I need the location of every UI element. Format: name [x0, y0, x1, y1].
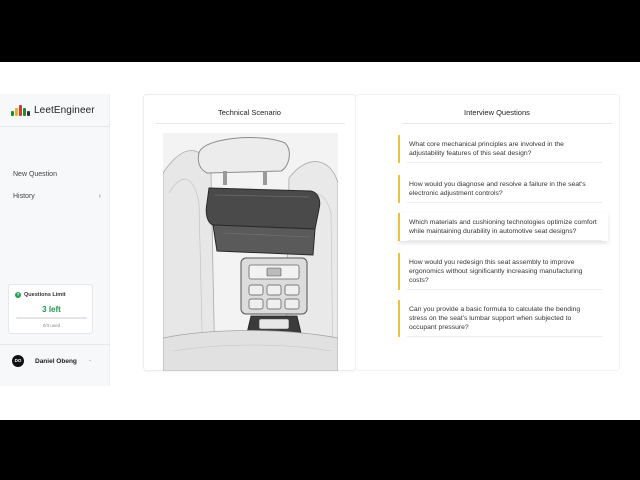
question-text: What core mechanical principles are involved in the adjustability features of this seat design?: [409, 141, 564, 157]
question-text: Can you provide a basic formula to calculate the bending stress on the seat's lumbar support when subjected to occupant pressure?: [409, 306, 581, 331]
brand-name: LeetEngineer: [34, 104, 95, 116]
question-item[interactable]: [398, 253, 608, 290]
sidebar-item-new-question[interactable]: [13, 171, 101, 178]
brand[interactable]: [11, 104, 95, 116]
app-window: [0, 62, 640, 420]
limit-header: [15, 292, 66, 298]
avatar: DO: [12, 355, 24, 367]
question-text: Which materials and cushioning technologies optimize comfort while maintaining durability in automotive seat designs?: [409, 219, 597, 235]
question-text: How would you diagnose and resolve a failure in the seat's electronic adjustment controls?: [409, 181, 586, 197]
limit-used: 0/3 used: [42, 323, 61, 328]
logo-icon: [11, 104, 31, 116]
scenario-divider: [156, 123, 345, 124]
questions-divider: [402, 123, 612, 124]
limit-progress-bar: [16, 317, 87, 319]
sidebar-divider: [0, 126, 110, 127]
sidebar-item-history[interactable]: [13, 193, 101, 200]
interview-questions-panel: [355, 94, 620, 371]
chevron-down-icon: ⌄: [88, 357, 93, 363]
limit-remaining: 3 left: [42, 305, 61, 314]
question-text: How would you redesign this seat assembly to improve ergonomics without significantly increasing manufacturing costs?: [409, 259, 583, 284]
sidebar: [0, 94, 110, 386]
limit-title: Questions Limit: [24, 292, 66, 298]
questions-limit-card: [8, 284, 93, 334]
sidebar-item-label: History: [13, 193, 35, 200]
user-menu[interactable]: [0, 344, 110, 374]
questions-title: Interview Questions: [464, 108, 530, 117]
question-item[interactable]: [398, 135, 608, 163]
chevron-right-icon: ›: [98, 193, 101, 200]
scenario-title: Technical Scenario: [218, 108, 281, 117]
seat-illustration: [163, 133, 338, 371]
question-item[interactable]: [398, 175, 608, 203]
question-item[interactable]: [398, 213, 608, 241]
technical-scenario-card: [143, 94, 356, 371]
question-item[interactable]: [398, 300, 608, 337]
user-divider: [0, 344, 110, 345]
sidebar-item-label: New Question: [13, 171, 57, 178]
user-name: Daniel Obeng: [35, 358, 77, 365]
question-icon: ?: [16, 292, 20, 297]
